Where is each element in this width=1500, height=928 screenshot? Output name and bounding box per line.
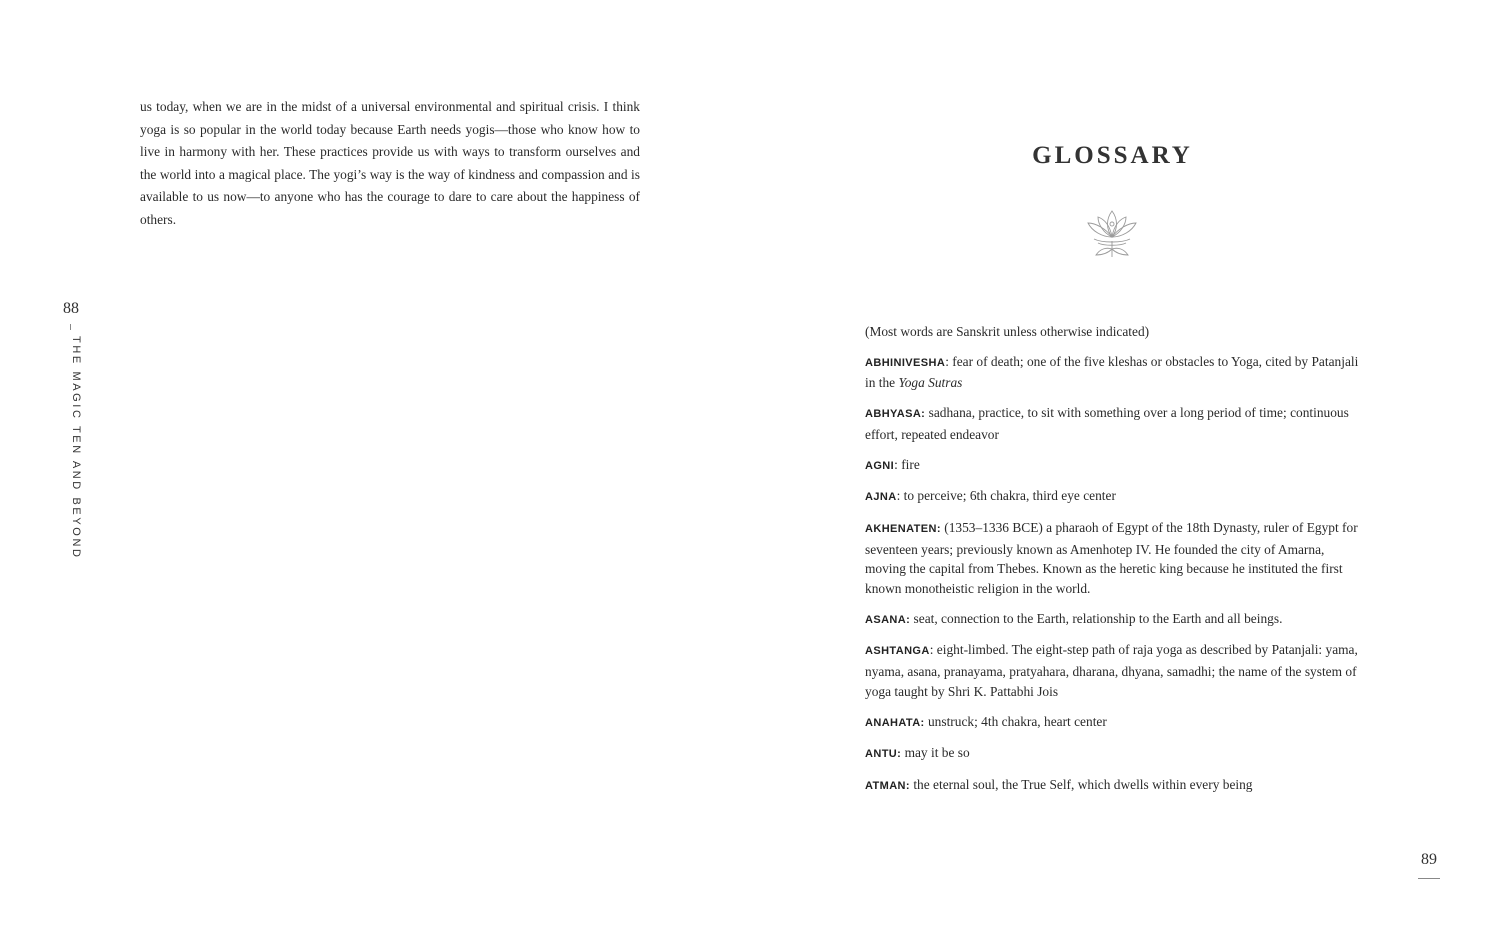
glossary-entry [865,712,1365,734]
glossary-definition: fear of death; one of the five kleshas or obstacles to Yoga, cited by Patanjali in the [865,353,1359,391]
glossary-definition: (1353–1336 BCE) a pharaoh of Egypt of the 18th Dynasty, ruler of Egypt for seventeen years; previously known as Amenhotep IV. He founded the city of Amarna, moving the capital from Thebes. Known as the heretic king because he instituted the first known monotheistic religion in the world. [865,519,1358,597]
glossary-definition: seat, connection to the Earth, relationship to the Earth and all beings. [913,610,1283,626]
page-number-left: 88 [63,300,79,317]
glossary-definition: sadhana, practice, to sit with something over a long period of time; continuous effort, repeated endeavor [865,405,1349,442]
glossary-definition: eight-limbed. The eight-step path of raja yoga as described by Patanjali: yama, nyama, asana, pranayama, pratyahara, dharana, dhyana, samadhi; the name of the system of yoga taught by Shri K. Pattabhi Jois [865,642,1358,699]
glossary-term: ABHYASA: [865,408,926,421]
glossary-definition: fire [901,456,920,472]
glossary-entry: AGNI: fire [865,456,920,472]
right-page [750,0,1500,928]
glossary-term: ASANA: [865,613,911,626]
glossary-entry: ASHTANGA: eight-limbed. The eight-step path of raja yoga as described by Patanjali: yama, nyama, asana, pranayama, pratyahara, dharana, dhyana, samadhi; the name of the system of yoga taught by Shri K. Pattabhi Jois [865,642,1358,699]
page-number-right: 89 [1421,851,1437,868]
glossary-title: GLOSSARY [1032,142,1193,169]
glossary-term: AKHENATEN: [865,522,941,535]
glossary-entry [865,518,1365,599]
body-paragraph: us today, when we are in the midst of a universal environmental and spiritual crisis. I think yoga is so popular in the world today because Earth needs yogis—those who know how to live in harmony with her. These practices provide us with ways to transform ourselves and the world into a magical place. The yogi’s way is the way of kindness and compassion and is available to us now—to anyone who has the courage to dare to care about the happiness of others. [140,99,640,227]
folio-rule-right [1418,878,1440,879]
glossary-intro: (Most words are Sanskrit unless otherwise indicated) [865,324,1150,339]
glossary-list [865,322,1365,807]
glossary-term: ANAHATA: [865,716,925,729]
glossary-term: ANTU: [865,748,902,761]
glossary-definition: to perceive; 6th chakra, third eye center [903,488,1116,504]
glossary-term: ASHTANGA [865,645,930,658]
glossary-term: AJNA [865,491,897,504]
folio-rule-left [70,324,71,330]
glossary-definition-italic: Yoga Sutras [898,375,963,391]
glossary-entry [865,403,1365,444]
lotus-icon [1084,205,1140,261]
glossary-entry: ABHINIVESHA: fear of death; one of the five kleshas or obstacles to Yoga, cited by Patanjali in the Yoga Sutras [865,353,1359,391]
glossary-definition: the eternal soul, the True Self, which dwells within every being [913,776,1253,792]
running-head: THE MAGIC TEN AND BEYOND [70,336,82,560]
glossary-term: AGNI [865,459,895,472]
glossary-entry [865,775,1365,797]
glossary-entry: AJNA: to perceive; 6th chakra, third eye center [865,488,1116,504]
glossary-definition: may it be so [904,745,970,761]
glossary-term: ATMAN: [865,779,910,792]
glossary-term: ABHINIVESHA [865,356,946,369]
glossary-definition: unstruck; 4th chakra, heart center [927,713,1107,729]
glossary-entry [865,743,1365,765]
glossary-entry [865,609,1365,631]
